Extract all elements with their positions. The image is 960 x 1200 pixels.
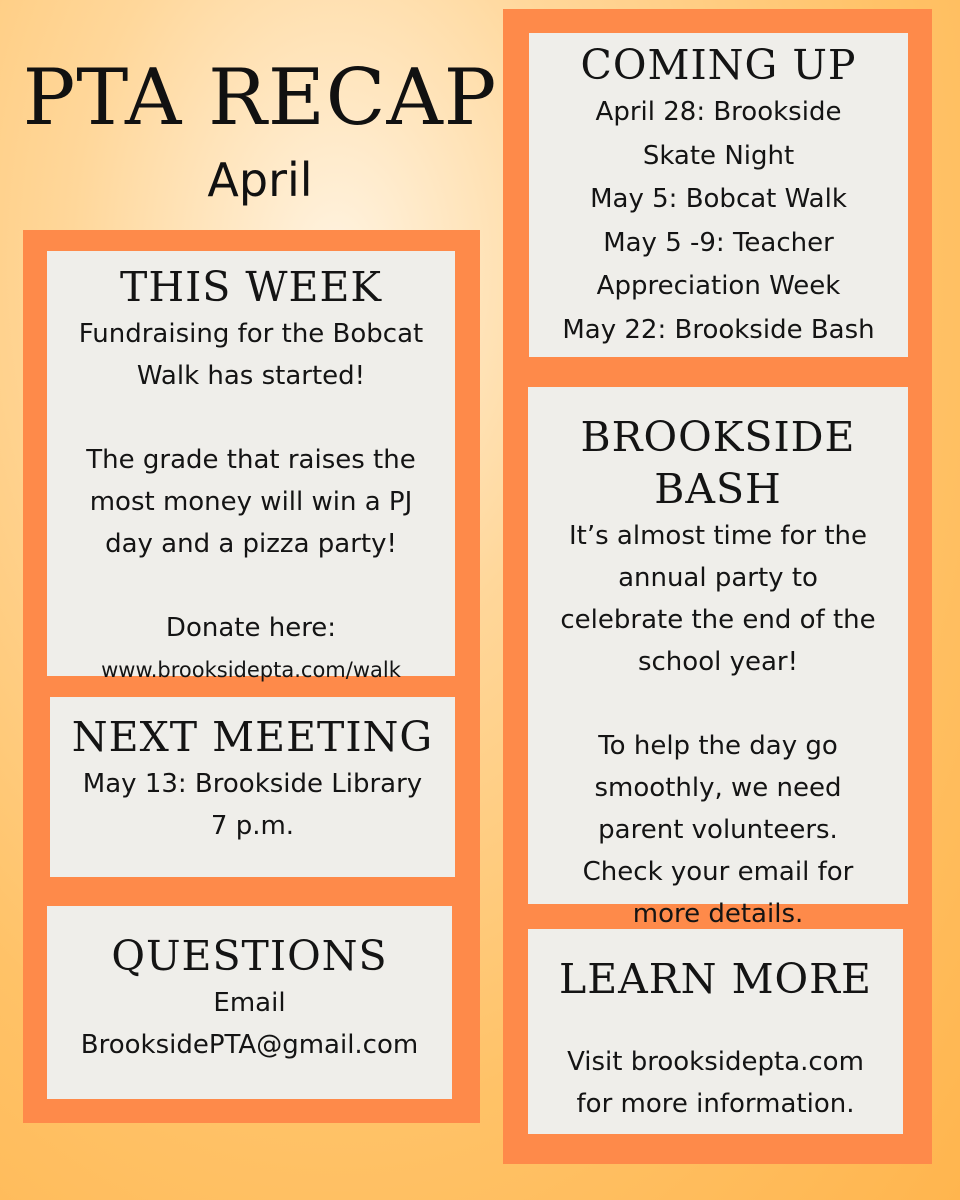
bash-text: Check your email for: [582, 857, 854, 887]
brookside-bash-heading: BROOKSIDE BASH: [580, 413, 856, 513]
bash-text: parent volunteers.: [598, 815, 838, 845]
bash-text: It’s almost time for the: [568, 521, 868, 551]
bash-text: smoothly, we need: [594, 773, 842, 803]
donate-link[interactable]: www.brooksidepta.com/walk: [101, 658, 401, 682]
page-title: PTA RECAP: [22, 53, 498, 143]
coming-up-card: [529, 33, 908, 357]
event-line: Skate Night: [642, 140, 795, 171]
this-week-text: Fundraising for the Bobcat: [78, 319, 424, 349]
this-week-card: [47, 251, 455, 682]
bash-text: school year!: [637, 647, 799, 677]
next-meeting-card: [50, 697, 455, 877]
this-week-text: most money will win a PJ: [89, 487, 413, 517]
event-line: May 5: Bobcat Walk: [590, 184, 847, 214]
coming-up-heading: COMING UP: [580, 41, 857, 89]
questions-heading: QUESTIONS: [111, 932, 388, 980]
this-week-text: The grade that raises the: [86, 445, 416, 475]
this-week-text: day and a pizza party!: [105, 529, 397, 559]
bash-text: To help the day go: [598, 731, 838, 761]
next-meeting-heading: NEXT MEETING: [71, 713, 434, 761]
questions-text: Email: [213, 988, 286, 1018]
meeting-time: 7 p.m.: [210, 811, 295, 841]
brookside-bash-card: [528, 387, 908, 929]
page-subtitle: April: [207, 153, 313, 207]
bash-text: more details.: [632, 899, 804, 929]
event-line: Appreciation Week: [596, 271, 841, 301]
event-line: May 22: Brookside Bash: [562, 314, 875, 345]
bash-text: celebrate the end of the: [560, 605, 876, 635]
learn-more-text[interactable]: Visit brooksidepta.com: [567, 1047, 864, 1077]
event-line: May 5 -9: Teacher: [603, 227, 834, 258]
this-week-heading: THIS WEEK: [119, 263, 383, 311]
learn-more-text: for more information.: [576, 1089, 855, 1119]
this-week-text: Walk has started!: [136, 361, 366, 391]
learn-more-card: [528, 929, 903, 1134]
meeting-date: May 13: Brookside Library: [82, 769, 423, 799]
questions-email[interactable]: BrooksidePTA@gmail.com: [80, 1030, 419, 1060]
donate-label: Donate here:: [165, 613, 337, 643]
bash-text: annual party to: [618, 563, 818, 593]
learn-more-heading: LEARN MORE: [559, 955, 872, 1003]
event-line: April 28: Brookside: [595, 97, 842, 127]
questions-card: [47, 906, 452, 1099]
